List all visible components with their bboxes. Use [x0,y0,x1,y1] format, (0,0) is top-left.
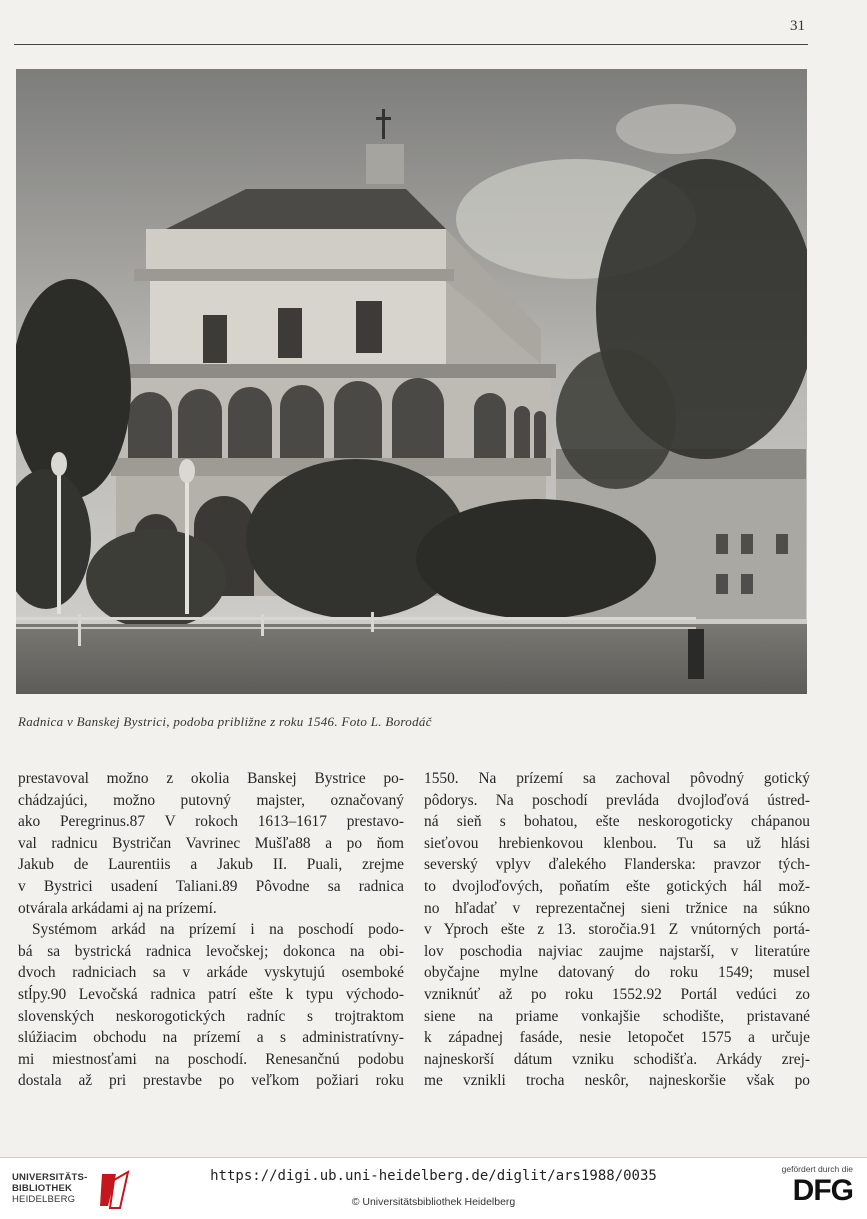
text-line: sieťovou hrebienkovou klenbou. Tu sa už hlási [424,834,810,852]
library-name-line: UNIVERSITÄTS- [12,1172,88,1183]
text-line: dvoch radniciach sa v arkáde vyskytujú osemboké [18,964,404,982]
photograph-town-hall [16,69,807,694]
text-line: 1550. Na prízemí sa zachoval pôvodný gotický [424,770,810,787]
funder-label: gefördert durch die [781,1164,853,1174]
text-line: ako Peregrinus.87 V rokoch 1613–1617 prestavo- [18,813,404,831]
text-column-right [424,768,810,1092]
text-line: no hľadať v reprezentačnej sieni tržnice na súkno [424,899,810,917]
text-line: vzniknúť až po roku 1552.92 Portál vedúci zo [424,985,810,1003]
figure-caption: Radnica v Banskej Bystrici, podoba približne z roku 1546. Foto L. Borodáč [18,714,432,729]
text-line: pôdorys. Na poschodí prevláda dvojloďová ústred- [424,791,810,809]
footer-bar [0,1157,867,1219]
text-line: mi miestnosťami na poschodí. Renesančnú podobu [18,1050,404,1068]
text-line: me vznikli trocha neskôr, najneskoršie však po [424,1072,810,1090]
text-line: v Bystrici usadení Taliani.89 Pôvodne sa radnica [18,877,404,895]
copyright-notice: © Universitätsbibliothek Heidelberg [351,1196,516,1208]
text-line: to dvojloďových, poňatím ešte gotických hál mož- [424,877,810,895]
text-line: siene na priame vonkajšie schodište, pristavané [424,1007,810,1025]
text-column-left [18,768,404,1092]
text-line: v Yproch ešte z 13. storočia.91 Z vnútorných portá- [424,921,810,939]
text-line: ná sieň s bohatou, ešte neskorogoticky chápanou [424,813,810,831]
dfg-logo: DFG [792,1174,853,1207]
text-line: dostala až pri prestavbe po veľkom požiari roku [18,1072,404,1090]
text-line: otvárala arkádami aj na prízemí. [18,899,217,917]
permalink-url[interactable]: https://digi.ub.uni-heidelberg.de/diglit/ars1988/0035 [210,1168,657,1184]
library-name-line: BIBLIOTHEK [12,1183,73,1194]
text-line: prestavoval možno z okolia Banskej Bystrice po- [18,770,404,787]
body-text [18,768,810,1093]
photograph-icon [16,69,807,694]
text-line: Jakub de Laurentiis a Jakub II. Puali, zrejme [18,856,404,874]
text-line: bá sa bystrická radnica levočskej; dokonca na obi- [18,942,404,960]
text-line: lov poschodia najviac zaujme najstarší, v literatúre [424,942,810,960]
page-number: 31 [790,18,805,34]
text-line: Systémom arkád na prízemí i na poschodí podo- [32,921,404,939]
text-line: slovenských neskorogotických radníc s trojtraktom [18,1007,404,1025]
text-line: severský vplyv ďalekého Flanderska: pravzor tých- [424,856,810,874]
text-line: chádzajúci, možno putovný majster, označovaný [18,791,404,809]
text-line: stĺpy.90 Levočská radnica patrí ešte k typu východo- [18,985,404,1003]
text-line: slúžiacim obchodu na prízemí a s administratívny- [18,1029,404,1047]
text-line: val radnicu Bystričan Vavrinec Mušľa88 a po ňom [18,834,404,852]
funder-block[interactable] [763,1164,853,1206]
text-line: najneskorší dátum vzniku schodišťa. Arkády zrej- [424,1050,810,1068]
text-line: obyčajne mylne datovaný do roku 1549; musel [424,964,810,982]
text-line: k západnej fasáde, nesie letopočet 1575 a určuje [424,1029,810,1047]
header-rule [14,44,808,45]
library-name-line: HEIDELBERG [12,1194,76,1205]
